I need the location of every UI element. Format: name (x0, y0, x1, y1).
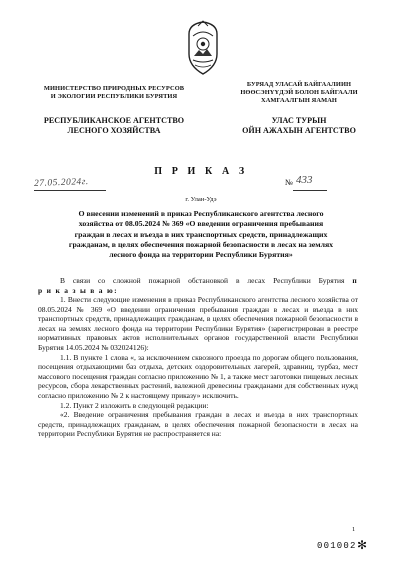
number-label: № (285, 178, 293, 187)
handwritten-date: 27.05.2024г. (33, 177, 89, 189)
agency-bur-line1: УЛАС ТУРЫН (271, 116, 327, 125)
coat-of-arms-emblem (186, 20, 220, 76)
paragraph-1-2: 1.2. Пункт 2 изложить в следующей редакции: (60, 400, 209, 410)
order-body (38, 276, 358, 439)
subject-line: О внесении изменений в приказ Республиканского агентства лесного (78, 209, 324, 218)
agency-name-bur (224, 116, 374, 136)
paragraph-1: 1. Внести следующие изменения в приказ Республиканского агентства лесного хозяйства от 08.05.2024 № 369 «О введении ограничения пребывания граждан в лесах и въезда в них транспортных средств, принадлежащих гражданам, в целях обеспечения пожарной безопасности в лесах на землях лесного фонда на территории Республики Бурятия» (зарегистрирован в реестре нормативных правовых актов исполнительных органов государственной власти Республики Бурятия 14.05.2024 № 032024126): (38, 295, 358, 353)
agency-bur-line2: ОЙН АЖАХЫН АГЕНТСТВО (242, 126, 356, 135)
subject-line: хозяйства от 08.05.2024 № 369 «О введении ограничения пребывания (78, 219, 324, 229)
number-underline (293, 190, 327, 191)
paragraph-1-1: 1.1. В пункте 1 слова «, за исключением сквозного проезда по дорогам общего пользования, посещения отдыхающими баз отдыха, детских оздоровительных лагерей, здравниц, турбаз, мест массового посещения граждан согласно приложению № 1, а также мест заготовки пищевых лесных ресурсов, сбора лекарственных растений, валежной древесины гражданами для собственных нужд согласно приложению № 2 к настоящему приказу» исключить. (38, 352, 358, 400)
agency-ru-line1: РЕСПУБЛИКАНСКОЕ АГЕНТСТВО (43, 116, 185, 125)
subject-line: гражданам, в целях обеспечения пожарной безопасности в лесах на землях (68, 239, 334, 249)
star-mark-icon: ✻ (357, 538, 368, 552)
agency-name-ru (34, 116, 194, 136)
paragraph-2: «2. Введение ограничения пребывания граждан в лесах и въезда в них транспортных средств, принадлежащих гражданам, в целях обеспечения пожарной безопасности в лесах на территории Республики Бурятия не распространяется на: (38, 410, 358, 439)
ministry-bur-line1: БУРЯАД УЛАСАЙ БАЙГААЛИИН (246, 81, 352, 88)
order-subject (40, 209, 362, 260)
intro-text-end: п (352, 276, 358, 285)
ministry-ru-line2: И ЭКОЛОГИИ РЕСПУБЛИКИ БУРЯТИЯ (50, 93, 178, 101)
prikazyvayu: р и к а з ы в а ю: (38, 285, 118, 295)
agency-ru-line2: ЛЕСНОГО ХОЗЯЙСТВА (67, 126, 161, 135)
page-number: 1 (352, 526, 356, 533)
prikazyvayu-paragraph (38, 286, 358, 296)
serial-number: 001002 (317, 541, 357, 551)
ministry-ru-line1: МИНИСТЕРСТВО ПРИРОДНЫХ РЕСУРСОВ (43, 85, 185, 92)
subject-line: граждан в лесах и въезда в них транспортных средств, принадлежащих (74, 229, 328, 239)
intro-text: В связи со сложной пожарной обстановкой в лесах Республики Бурятия (60, 276, 345, 285)
date-underline (34, 190, 106, 191)
ministry-name-ru (34, 85, 194, 102)
subject-line: лесного фонда на территории Республики Бурятия» (109, 250, 293, 260)
ministry-bur-line3: ХАМГААЛГЫН ЯАМАН (261, 97, 337, 105)
intro-paragraph (38, 276, 358, 286)
document-type-title: П Р И К А З (154, 166, 248, 177)
city: г. Улан-Удэ (185, 196, 217, 203)
ministry-name-bur (224, 81, 374, 106)
handwritten-number: 433 (296, 174, 313, 186)
ministry-bur-line2: НӨӨСЭНҮҮДЭЙ БОЛОН БАЙГААЛИ (240, 89, 358, 97)
